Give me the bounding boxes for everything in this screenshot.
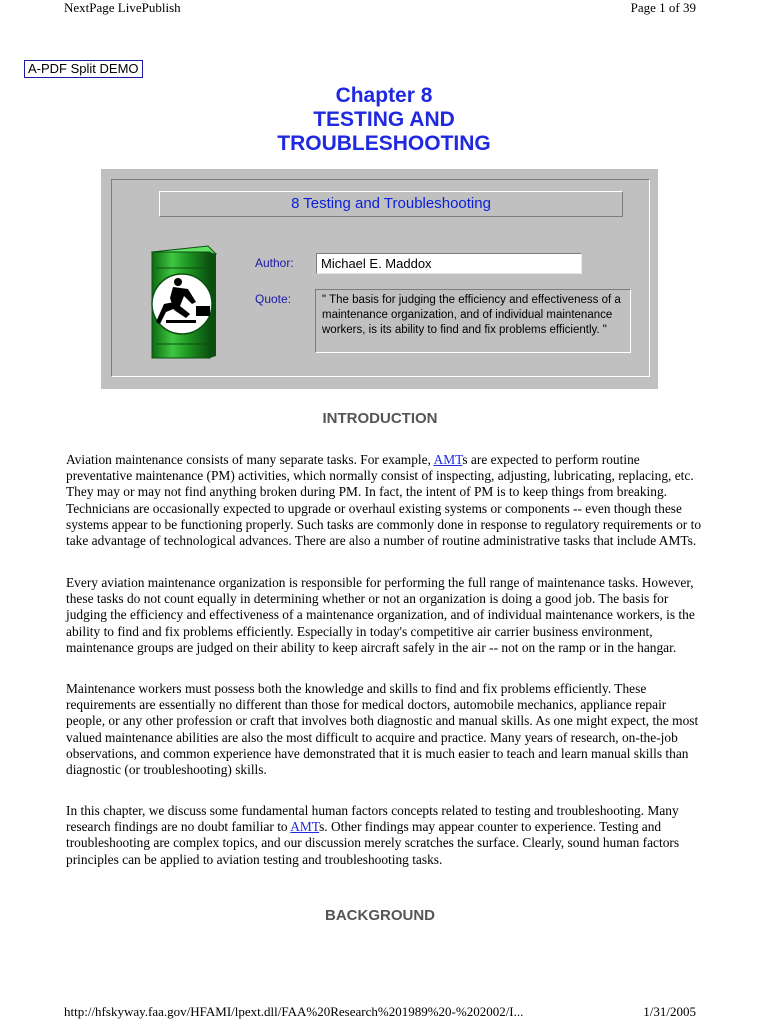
demo-label: A-PDF Split DEMO xyxy=(24,60,143,78)
chapter-title-line2: TESTING AND xyxy=(313,108,455,131)
paragraph-2: Every aviation maintenance organization is responsible for performing the full range of maintenance tasks. However, these tasks do not count equally in determining whether or not an organization is doing a good job. The basis for judging the efficiency and effectiveness of a maintenance organization, and of individual maintenance workers, is the ability to find and fix problems efficiently. Especially in today's competitive air carrier business environment, maintenance groups are judged on their ability to keep aircraft safely in the air -- not on the ramp or in the hangar. xyxy=(66,575,695,655)
quote-field: " The basis for judging the efficiency and effectiveness of a maintenance organization, and of individual maintenance workers, is its ability to find and fix problems efficiently. " xyxy=(315,289,631,353)
paragraph-4 xyxy=(66,803,702,868)
paragraph-4-text-b: s. Other findings may appear counter to experience. Testing and troubleshooting are complex topics, and our discussion merely scratches the surface. Clearly, sound human factors principles can be applied to aviation testing and troubleshooting tasks. xyxy=(66,819,680,867)
section-heading-background: BACKGROUND xyxy=(325,907,435,924)
footer-date: 1/31/2005 xyxy=(643,1004,696,1019)
paragraph-1 xyxy=(66,452,702,549)
panel-title: 8 Testing and Troubleshooting xyxy=(159,191,623,217)
header-source: NextPage LivePublish xyxy=(64,0,181,15)
chapter-title xyxy=(0,84,768,156)
header-page-number: Page 1 of 39 xyxy=(630,0,696,15)
amt-link-2[interactable]: AMT xyxy=(290,819,320,835)
section-heading-introduction: INTRODUCTION xyxy=(322,410,438,427)
author-label: Author: xyxy=(255,256,294,270)
chapter-title-line3: TROUBLESHOOTING xyxy=(277,132,491,155)
chapter-info-panel xyxy=(101,169,658,389)
book-icon xyxy=(146,244,218,362)
amt-link[interactable]: AMT xyxy=(433,452,463,467)
footer-url: http://hfskyway.faa.gov/HFAMI/lpext.dll/FAA%20Research%201989%20-%202002/I... xyxy=(64,1004,524,1019)
author-field: Michael E. Maddox xyxy=(316,253,582,274)
paragraph-1-text-b: s are expected to perform routine preventative maintenance (PM) activities, which normally consist of inspecting, adjusting, lubricating, replacing, etc. They may or may not find anything broken during PM. In fact, the intent of PM is to keep things from breaking. Technicians are occasionally expected to upgrade or overhaul existing systems or components -- even though these systems appear to be functioning properly. Such tasks are commonly done in response to regulatory requirements or to take advantage of technological advances. There are also a number of routine administrative tasks that include AMTs. xyxy=(66,452,702,549)
paragraph-4-text-a: In this chapter, we discuss some fundamental human factors concepts related to testing and troubleshooting. Many research findings are no doubt familiar to xyxy=(66,803,679,835)
paragraph-3: Maintenance workers must possess both the knowledge and skills to find and fix problems efficiently. These requirements are essentially no different than those for medical doctors, automobile mechanics, appliance repair people, or any other profession or craft that involves both diagnostic and manual skills. As one might expect, the most valued maintenance abilities are also the most difficult to acquire and practice. Many years of research, on-the-job observations, and common experience have demonstrated that it is much easier to teach and learn manual skills than diagnostic (or troubleshooting) skills. xyxy=(66,681,699,778)
quote-label: Quote: xyxy=(255,292,292,306)
paragraph-1-text-a: Aviation maintenance consists of many separate tasks. For example, xyxy=(66,452,434,467)
chapter-title-line1: Chapter 8 xyxy=(335,84,433,107)
panel-frame xyxy=(111,179,650,377)
